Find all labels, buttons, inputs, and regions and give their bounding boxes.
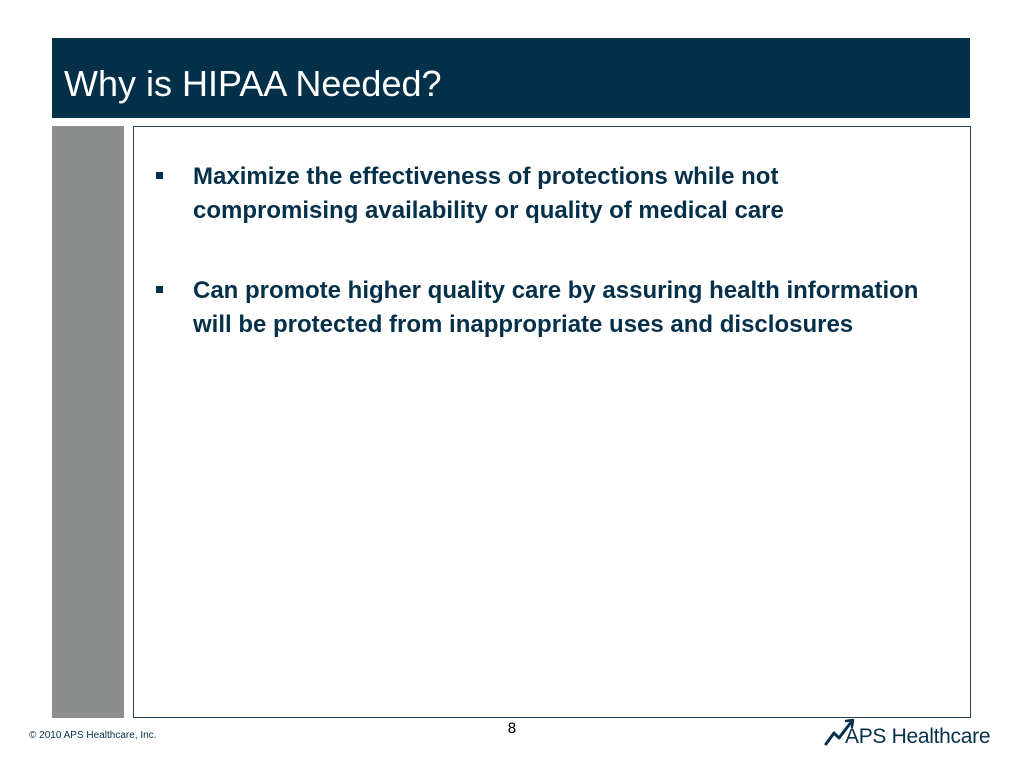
bullet-text: Can promote higher quality care by assuring health information will be protected from inappropriate uses and disclosures [193, 277, 919, 338]
slide-title: Why is HIPAA Needed? [64, 63, 442, 104]
side-accent-bar [52, 126, 124, 718]
bullet-item [156, 274, 946, 342]
logo-text: APS Healthcare [845, 725, 991, 748]
bullet-text: Maximize the effectiveness of protections while not compromising availability or quality of medical care [193, 163, 784, 224]
company-logo [822, 718, 991, 752]
footer-copyright: © 2010 APS Healthcare, Inc. [29, 730, 157, 741]
square-bullet-icon [156, 172, 163, 179]
square-bullet-icon [156, 286, 163, 293]
page-number: 8 [507, 721, 517, 737]
title-bar [52, 38, 970, 118]
bullet-item [156, 160, 946, 228]
bullet-list [156, 160, 946, 388]
content-box [133, 126, 971, 718]
